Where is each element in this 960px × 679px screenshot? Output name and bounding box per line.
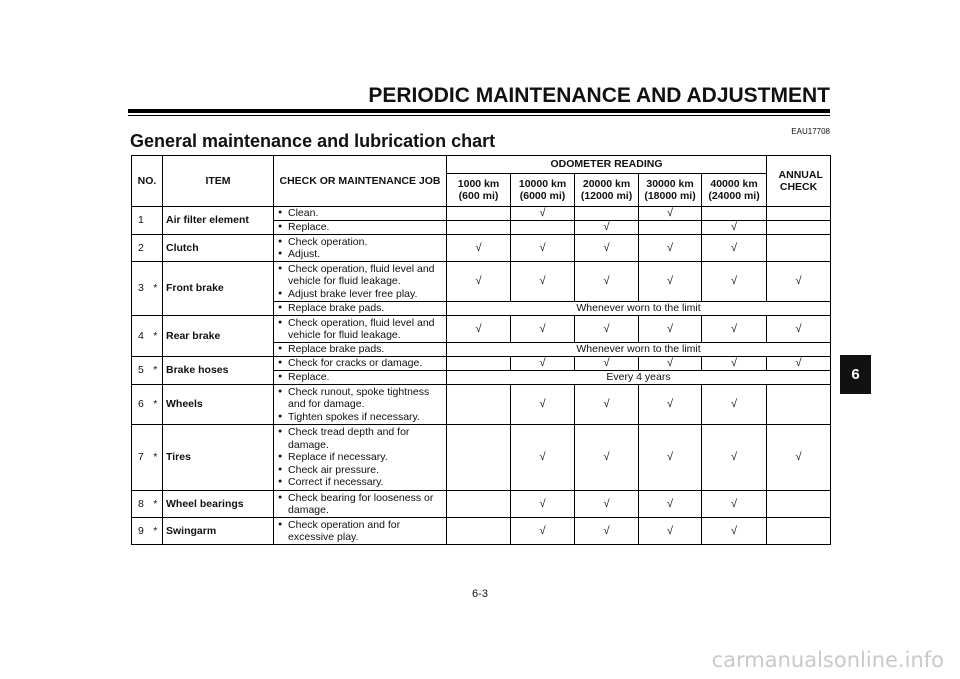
watermark: carmanualsonline.info: [711, 648, 944, 672]
row-number: 4: [132, 316, 149, 357]
check-mark: √: [511, 518, 575, 545]
job-list: [277, 519, 443, 544]
row-star: *: [149, 357, 163, 385]
mark-empty: [447, 207, 511, 221]
row-number: 6: [132, 385, 149, 425]
table-row: [132, 425, 831, 491]
job-item: ● Check for cracks or damage.: [277, 357, 443, 370]
check-mark: √: [447, 316, 511, 343]
job-list: [277, 236, 443, 261]
job-item: ● Check bearing for looseness or damage.: [277, 492, 443, 517]
job-list: [277, 357, 443, 370]
header-job: CHECK OR MAINTENANCE JOB: [274, 156, 447, 207]
item-name: Tires: [163, 425, 274, 491]
table-cell: [767, 221, 831, 235]
check-mark: √: [702, 221, 767, 235]
job-item: ● Replace brake pads.: [277, 343, 443, 356]
check-mark: √: [702, 385, 767, 425]
check-mark: √: [702, 357, 767, 371]
job-item: ● Check tread depth and for damage.: [277, 426, 443, 451]
table-row: [132, 262, 831, 302]
row-number: 7: [132, 425, 149, 491]
item-name: Air filter element: [163, 207, 274, 235]
job-list: [277, 386, 443, 424]
job-item: ● Check air pressure.: [277, 464, 443, 477]
job-cell: [274, 221, 447, 235]
job-list: [277, 426, 443, 489]
table-cell: [511, 221, 575, 235]
check-mark: √: [767, 262, 831, 302]
check-mark: √: [575, 425, 639, 491]
row-number: 8: [132, 491, 149, 518]
job-item: ● Replace if necessary.: [277, 451, 443, 464]
job-cell: [274, 316, 447, 343]
check-mark: √: [575, 357, 639, 371]
table-cell: [767, 491, 831, 518]
job-item: ● Replace.: [277, 221, 443, 234]
check-mark: √: [767, 316, 831, 343]
check-mark: √: [511, 491, 575, 518]
job-list: [277, 207, 443, 220]
job-cell: [274, 491, 447, 518]
row-number: 1: [132, 207, 149, 235]
job-cell: [274, 385, 447, 425]
job-item: ● Clean.: [277, 207, 443, 220]
check-mark: √: [447, 262, 511, 302]
check-mark: √: [702, 518, 767, 545]
check-mark: √: [702, 491, 767, 518]
check-mark: √: [511, 385, 575, 425]
job-list: [277, 371, 443, 384]
item-name: Clutch: [163, 235, 274, 262]
table-cell: [767, 235, 831, 262]
interval-note: Whenever worn to the limit: [447, 343, 831, 357]
header-no: NO.: [132, 156, 163, 207]
job-item: ● Replace.: [277, 371, 443, 384]
table-row: [132, 385, 831, 425]
table-row: [132, 518, 831, 545]
job-item: ● Check operation.: [277, 236, 443, 249]
job-cell: [274, 207, 447, 221]
check-mark: √: [639, 491, 702, 518]
job-item: ● Correct if necessary.: [277, 476, 443, 489]
job-item: ● Check operation and for excessive play.: [277, 519, 443, 544]
table-cell: [447, 357, 511, 371]
chapter-tab[interactable]: 6: [840, 355, 871, 394]
mark-empty: [702, 207, 767, 221]
row-star: *: [149, 425, 163, 491]
job-list: [277, 263, 443, 301]
check-mark: √: [511, 262, 575, 302]
table-cell: [447, 518, 511, 545]
job-list: [277, 343, 443, 356]
row-star: *: [149, 385, 163, 425]
check-mark: √: [767, 357, 831, 371]
job-cell: [274, 262, 447, 302]
item-name: Swingarm: [163, 518, 274, 545]
check-mark: √: [575, 385, 639, 425]
check-mark: √: [767, 425, 831, 491]
table-cell: [447, 491, 511, 518]
table-row: [132, 235, 831, 262]
row-star: [149, 235, 163, 262]
table-cell: [447, 425, 511, 491]
job-cell: [274, 235, 447, 262]
item-name: Wheel bearings: [163, 491, 274, 518]
job-item: ● Replace brake pads.: [277, 302, 443, 315]
job-list: [277, 492, 443, 517]
job-item: ● Adjust.: [277, 248, 443, 261]
check-mark: √: [575, 518, 639, 545]
check-mark: √: [511, 235, 575, 262]
job-item: ● Adjust brake lever free play.: [277, 288, 443, 301]
job-item: ● Tighten spokes if necessary.: [277, 411, 443, 424]
check-mark: √: [702, 235, 767, 262]
row-number: 5: [132, 357, 149, 385]
table-cell: [639, 221, 702, 235]
section-title: General maintenance and lubrication chart: [130, 131, 496, 151]
check-mark: √: [575, 235, 639, 262]
job-item: ● Check runout, spoke tightness and for damage.: [277, 386, 443, 411]
page-number: 6-3: [472, 588, 488, 600]
check-mark: √: [511, 357, 575, 371]
item-name: Front brake: [163, 262, 274, 316]
check-mark: √: [511, 207, 575, 221]
item-name: Brake hoses: [163, 357, 274, 385]
check-mark: √: [575, 221, 639, 235]
table-cell: [447, 221, 511, 235]
check-mark: √: [702, 262, 767, 302]
interval-note: Whenever worn to the limit: [447, 302, 831, 316]
row-star: *: [149, 262, 163, 316]
job-cell: [274, 357, 447, 371]
job-list: [277, 302, 443, 315]
document-code: EAU17708: [791, 127, 830, 136]
chapter-title: PERIODIC MAINTENANCE AND ADJUSTMENT: [368, 84, 830, 107]
header-interval: 10000 km (6000 mi): [511, 174, 575, 207]
job-cell: [274, 371, 447, 385]
header-rule: [128, 109, 830, 113]
check-mark: √: [639, 425, 702, 491]
interval-note: Every 4 years: [447, 371, 831, 385]
row-star: [149, 207, 163, 235]
header-interval: 1000 km (600 mi): [447, 174, 511, 207]
mark-empty: [767, 207, 831, 221]
check-mark: √: [639, 518, 702, 545]
check-mark: √: [702, 316, 767, 343]
job-cell: [274, 343, 447, 357]
header-annual-check: ANNUAL CHECK: [767, 156, 831, 207]
check-mark: √: [639, 385, 702, 425]
row-number: 2: [132, 235, 149, 262]
table-row: [132, 491, 831, 518]
item-name: Rear brake: [163, 316, 274, 357]
item-name: Wheels: [163, 385, 274, 425]
job-cell: [274, 302, 447, 316]
check-mark: √: [511, 425, 575, 491]
check-mark: √: [511, 316, 575, 343]
row-star: *: [149, 518, 163, 545]
header-rule-thin: [128, 115, 830, 116]
header-interval: 40000 km (24000 mi): [702, 174, 767, 207]
table-cell: [767, 385, 831, 425]
table-cell: [767, 518, 831, 545]
row-number: 9: [132, 518, 149, 545]
check-mark: √: [639, 357, 702, 371]
maintenance-chart: [131, 155, 831, 545]
header-interval: 30000 km (18000 mi): [639, 174, 702, 207]
job-list: [277, 221, 443, 234]
header-odometer: ODOMETER READING: [447, 156, 767, 174]
job-item: ● Check operation, fluid level and vehicle for fluid leakage.: [277, 317, 443, 342]
check-mark: √: [447, 235, 511, 262]
table-cell: [447, 385, 511, 425]
check-mark: √: [575, 316, 639, 343]
job-item: ● Check operation, fluid level and vehicle for fluid leakage.: [277, 263, 443, 288]
check-mark: √: [639, 235, 702, 262]
check-mark: √: [702, 425, 767, 491]
job-list: [277, 317, 443, 342]
check-mark: √: [639, 316, 702, 343]
check-mark: √: [575, 491, 639, 518]
row-star: *: [149, 316, 163, 357]
check-mark: √: [639, 207, 702, 221]
mark-empty: [575, 207, 639, 221]
table-row: [132, 316, 831, 343]
check-mark: √: [575, 262, 639, 302]
job-cell: [274, 425, 447, 491]
table-row: [132, 207, 831, 221]
check-mark: √: [639, 262, 702, 302]
table-row: [132, 357, 831, 371]
header-interval: 20000 km (12000 mi): [575, 174, 639, 207]
header-item: ITEM: [163, 156, 274, 207]
row-number: 3: [132, 262, 149, 316]
job-cell: [274, 518, 447, 545]
row-star: *: [149, 491, 163, 518]
